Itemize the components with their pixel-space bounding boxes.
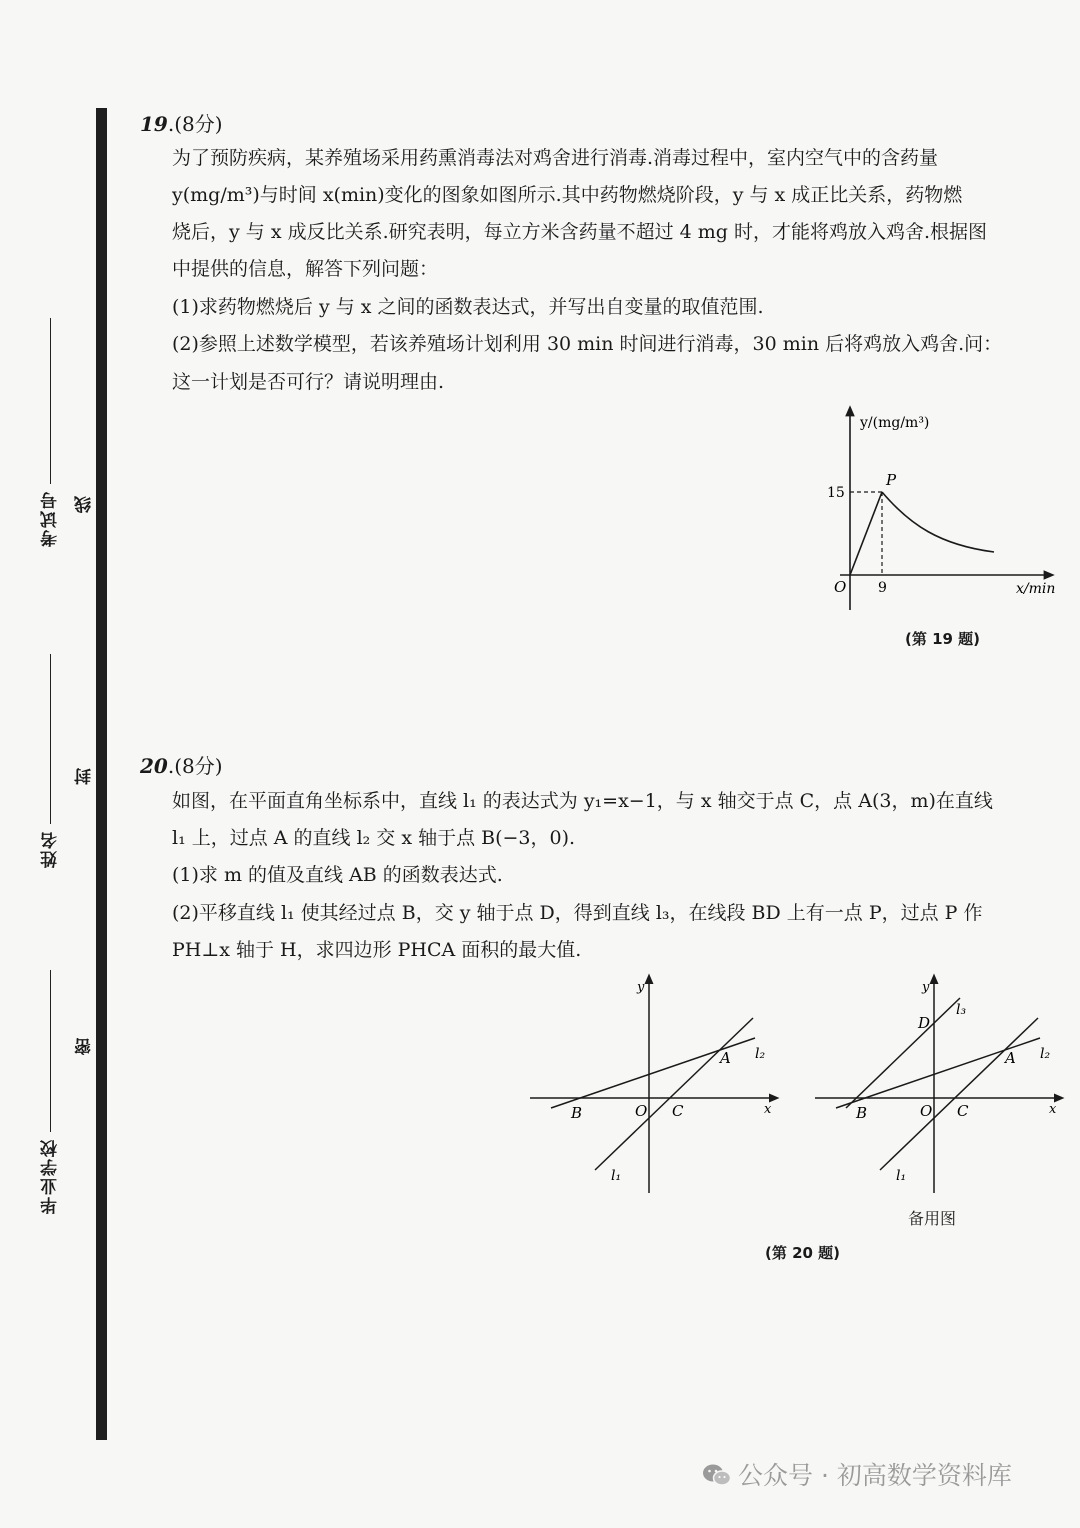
q20-spare-line-l1 xyxy=(880,1018,1038,1170)
q19-line-1: 为了预防疾病，某养殖场采用药熏消毒法对鸡舍进行消毒.消毒过程中，室内空气中的含药量 xyxy=(172,147,939,169)
q20-part-2-cont: PH⊥x 轴于 H，求四边形 PHCA 面积的最大值. xyxy=(172,939,582,961)
q20-spare-point-b: B xyxy=(856,1104,868,1122)
q20-spare-y-label: y xyxy=(922,980,930,995)
q20-spare-point-d: D xyxy=(918,1014,931,1032)
exam-number-label: 考试号 xyxy=(41,490,61,547)
q19-x-tick-9: 9 xyxy=(878,580,887,596)
q19-number: 19 xyxy=(140,112,168,136)
q20-spare-line-l3 xyxy=(846,998,960,1108)
binding-bar xyxy=(96,108,107,1440)
q20-main-label-l2: l₂ xyxy=(755,1046,766,1062)
q20-line-2: l₁ 上，过点 A 的直线 l₂ 交 x 轴于点 B(−3，0). xyxy=(172,827,576,849)
q20-main-line-l1 xyxy=(595,1018,753,1170)
q19-part-2-cont: 这一计划是否可行？请说明理由. xyxy=(172,371,445,393)
seal-mark-secret: 密 xyxy=(75,1038,95,1055)
q20-spare-x-label: x xyxy=(1049,1102,1057,1117)
q20-line-1: 如图，在平面直角坐标系中，直线 l₁ 的表达式为 y₁=x−1，与 x 轴交于点 C，点 A(3，m)在直线 xyxy=(172,790,993,812)
q19-part-1: (1)求药物燃烧后 y 与 x 之间的函数表达式，并写出自变量的取值范围. xyxy=(172,296,764,318)
q19-line-4: 中提供的信息，解答下列问题： xyxy=(172,258,439,280)
q19-line-3: 烧后，y 与 x 成反比关系.研究表明，每立方米含药量不超过 4 mg 时，才能将鸡放入鸡舍.根据图 xyxy=(172,221,988,243)
q19-header xyxy=(140,108,223,137)
q19-rising-segment xyxy=(850,492,882,575)
name-label: 姓名 xyxy=(41,830,61,868)
q19-y-label: y/(mg/m³) xyxy=(860,415,930,431)
q19-figure xyxy=(800,400,1070,630)
q19-points: .(8分) xyxy=(167,112,223,136)
q20-spare-point-c: C xyxy=(957,1102,969,1120)
q20-number: 20 xyxy=(140,754,168,778)
q20-spare-origin: O xyxy=(920,1102,933,1120)
q20-caption: (第 20 题) xyxy=(765,1244,841,1262)
q20-main-label-l1: l₁ xyxy=(611,1168,622,1184)
q20-main-origin: O xyxy=(635,1102,648,1120)
q20-part-1: (1)求 m 的值及直线 AB 的函数表达式. xyxy=(172,864,503,886)
q20-spare-label-l2: l₂ xyxy=(1040,1046,1051,1062)
q20-figure-main xyxy=(525,968,785,1198)
q20-header xyxy=(140,750,223,779)
q19-line-2: y(mg/m³)与时间 x(min)变化的图象如图所示.其中药物燃烧阶段，y 与 x 成正比关系，药物燃 xyxy=(172,184,963,206)
school-label: 毕业学校 xyxy=(41,1138,61,1214)
school-line xyxy=(50,970,51,1132)
exam-number-line xyxy=(50,318,51,484)
q19-x-label: x/min xyxy=(1016,581,1056,597)
q20-main-point-c: C xyxy=(672,1102,684,1120)
q19-decay-curve xyxy=(882,492,994,552)
q20-main-point-b: B xyxy=(571,1104,583,1122)
seal-mark-line: 线 xyxy=(75,496,95,513)
q20-figure-spare xyxy=(810,968,1070,1198)
q20-points: .(8分) xyxy=(167,754,223,778)
q20-spare-label-l3: l₃ xyxy=(956,1002,967,1018)
q20-part-2: (2)平移直线 l₁ 使其经过点 B，交 y 轴于点 D，得到直线 l₃，在线段 BD 上有一点 P，过点 P 作 xyxy=(172,902,983,924)
seal-mark-seal: 封 xyxy=(75,768,95,785)
q20-spare-caption: 备用图 xyxy=(908,1209,957,1228)
q19-point-p-label: P xyxy=(886,471,897,489)
q20-main-y-label: y xyxy=(637,980,645,995)
watermark-text: 公众号 · 初高数学资料库 xyxy=(738,1461,1012,1490)
q20-main-x-label: x xyxy=(764,1102,772,1117)
q19-origin-label: O xyxy=(834,578,847,596)
q20-main-point-a: A xyxy=(720,1049,731,1067)
q20-spare-label-l1: l₁ xyxy=(896,1168,907,1184)
name-line xyxy=(50,654,51,824)
q20-spare-point-a: A xyxy=(1005,1049,1016,1067)
q19-part-2: (2)参照上述数学模型，若该养殖场计划利用 30 min 时间进行消毒，30 min 后将鸡放入鸡舍.问： xyxy=(172,333,1003,355)
q19-caption: (第 19 题) xyxy=(905,630,981,648)
wechat-icon xyxy=(702,1462,732,1488)
q19-y-tick-15: 15 xyxy=(827,485,845,501)
watermark xyxy=(702,1456,1012,1492)
